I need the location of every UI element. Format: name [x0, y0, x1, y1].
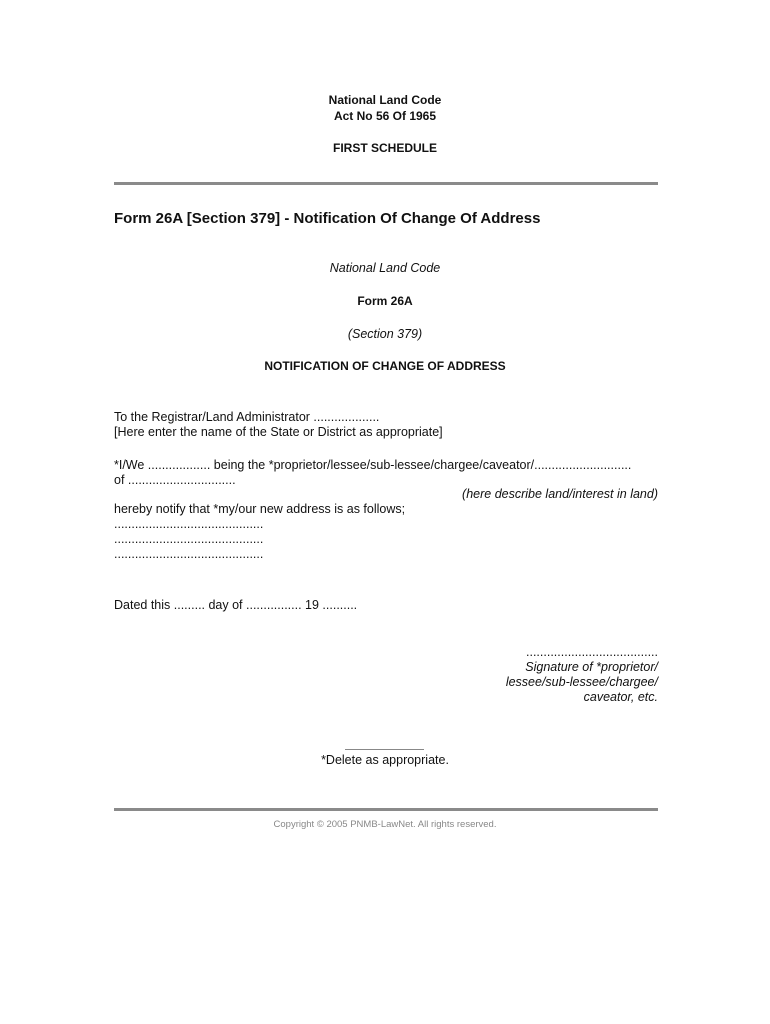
form-title: Form 26A [Section 379] - Notification Of Change Of Address [114, 210, 541, 227]
of-line: of ............................... [114, 473, 236, 487]
footer-divider [114, 808, 658, 811]
signature-line-1: Signature of *proprietor/ [525, 660, 658, 674]
address-line-1: ........................................... [114, 517, 264, 531]
describe-land-hint: (here describe land/interest in land) [462, 487, 658, 501]
notify-line: hereby notify that *my/our new address is as follows; [114, 502, 406, 516]
form-section: (Section 379) [347, 327, 423, 341]
iwe-line: *I/We .................. being the *proprietor/lessee/sub-lessee/chargee/caveator/............................ [114, 458, 632, 472]
form-number: Form 26A [357, 294, 413, 308]
act-number: Act No 56 Of 1965 [333, 109, 437, 123]
address-line-3: ........................................... [114, 547, 264, 561]
form-code: National Land Code [329, 261, 441, 275]
copyright: Copyright © 2005 PNMB-LawNet. All rights reserved. [273, 819, 497, 830]
to-registrar-line: To the Registrar/Land Administrator ................... [114, 410, 380, 424]
address-line-2: ........................................... [114, 532, 264, 546]
act-name: National Land Code [328, 93, 442, 107]
header-divider [114, 182, 658, 185]
to-registrar-hint: [Here enter the name of the State or District as appropriate] [114, 425, 443, 439]
signature-line-3: caveator, etc. [583, 690, 658, 704]
dated-line: Dated this ......... day of ................ 19 .......... [114, 598, 358, 612]
footnote: *Delete as appropriate. [321, 753, 449, 767]
schedule-heading: FIRST SCHEDULE [332, 141, 437, 155]
footnote-divider [345, 749, 424, 750]
form-heading: NOTIFICATION OF CHANGE OF ADDRESS [264, 359, 506, 373]
signature-dots: ...................................... [526, 645, 658, 659]
signature-line-2: lessee/sub-lessee/chargee/ [505, 675, 658, 689]
